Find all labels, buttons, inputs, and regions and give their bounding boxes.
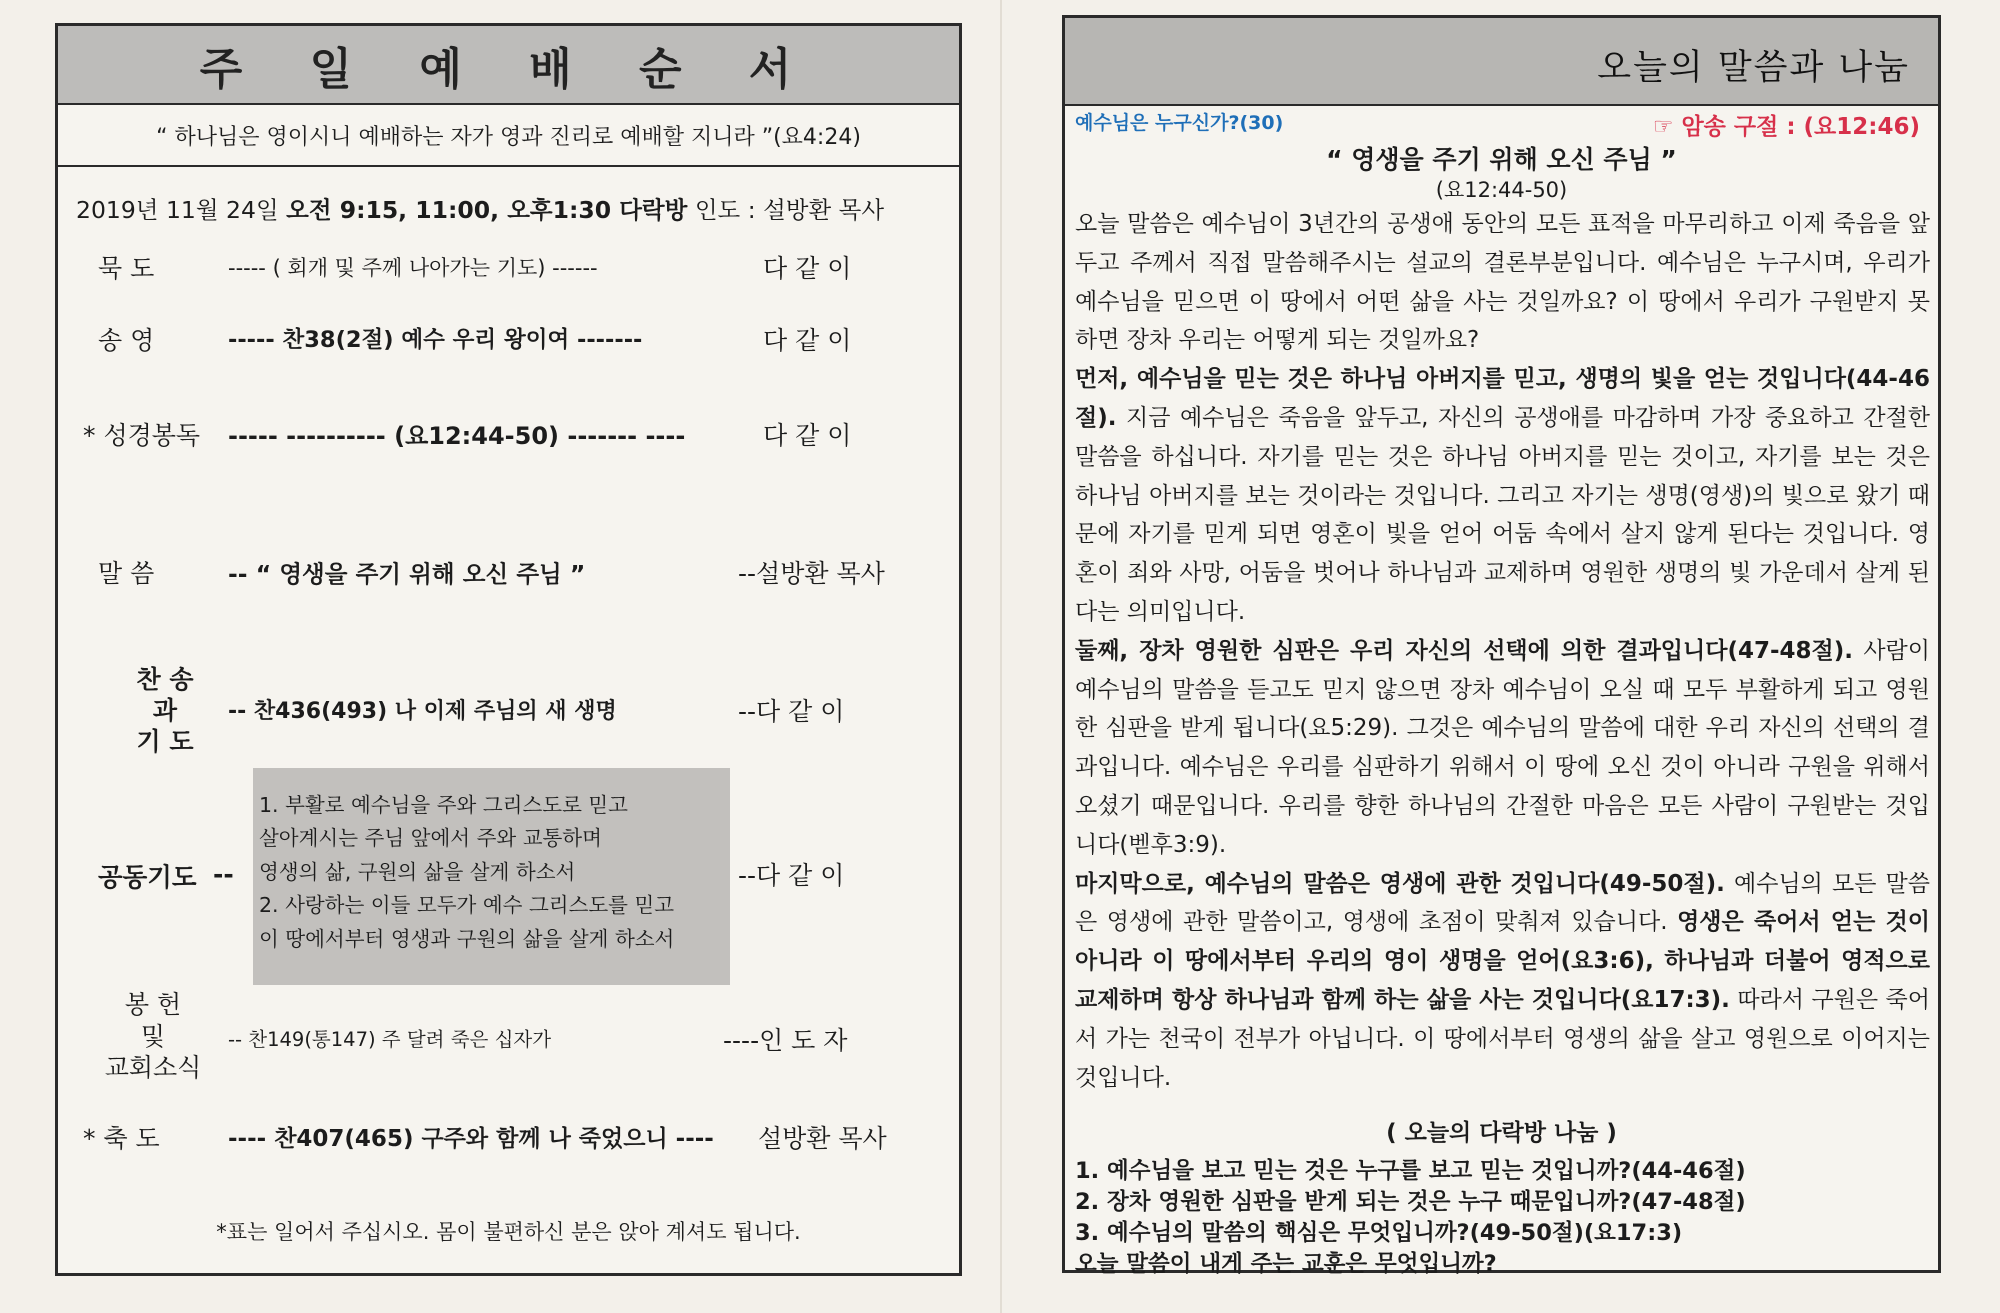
order-label: 봉 헌: [124, 990, 182, 1019]
memory-verse: ☞ 암송 구절 : (요12:46): [1652, 114, 1920, 140]
sermon-emphasis: 먼저, 예수님을 믿는 것은 하나님 아버지를 믿고, 생명의 빛을 얻는 것입니다(44-46절).: [1075, 366, 1930, 431]
footnote: *표는 일어서 주십시오. 몸이 불편하신 분은 앉아 계셔도 됩니다.: [216, 1220, 801, 1244]
order-label: 공동기도: [98, 863, 197, 893]
worship-order-panel: [55, 23, 962, 1276]
order-respondent: ----인 도 자: [723, 1026, 848, 1055]
order-item: [83, 416, 200, 452]
order-content: ----- ---------- (요12:44-50) ------- ----: [228, 422, 686, 450]
prayer-line: 이 땅에서부터 영생과 구원의 삶을 살게 하소서: [259, 927, 675, 951]
sermon-text: 예수님의 모든 말씀은 영생에 관한 말씀이고, 영생에 초점이 맞춰져 있습니다.: [1075, 870, 1930, 936]
order-content: ----- 찬38(2절) 예수 우리 왕이여 -------: [228, 327, 643, 353]
sermon-body: [1075, 205, 1930, 1097]
order-content: -- 찬436(493) 나 이제 주님의 새 생명: [228, 699, 617, 724]
common-prayer-box: [253, 768, 730, 985]
order-item: [98, 554, 154, 590]
todays-word-header: [1065, 18, 1938, 106]
order-content: ---- 찬407(465) 구주와 함께 나 죽었으니 ----: [228, 1126, 714, 1152]
discussion-question: 3. 예수님의 말씀의 핵심은 무엇입니까?(49-50절)(요17:3): [1075, 1220, 1683, 1246]
order-item: [83, 1119, 160, 1155]
page-fold: [1000, 0, 1002, 1313]
discussion-question: 2. 장차 영원한 심판을 받게 되는 것은 누구 때문입니까?(47-48절): [1075, 1189, 1746, 1215]
service-leader: 인도 : 설방환 목사: [694, 196, 885, 224]
sermon-title: “ 영생을 주기 위해 오신 주님 ”: [1326, 145, 1677, 174]
order-label: 과: [152, 696, 178, 725]
sermon-emphasis: 마지막으로, 예수님의 말씀은 영생에 관한 것입니다(49-50절).: [1075, 870, 1725, 897]
order-item: [98, 249, 154, 285]
series-label: 예수님은 누구신가?(30): [1075, 112, 1284, 134]
order-item: [120, 664, 210, 757]
order-label: 묵 도: [98, 254, 155, 283]
sermon-text: 사람이 예수님의 말씀을 듣고도 믿지 않으면 장차 예수님이 오실 때 모두 부활하게 되고 영원한 심판을 받게 됩니다(요5:29). 그것은 예수님의 말씀에 대한 우리 자신의 선택의 결과입니다. 예수님은 우리를 심판하기 위해서 이 땅에 오신 것이 아니라 구원을 위해서 오셨기 때문입니다. 우리를 향한 하나님의 간절한 마음은 모든 사람이 구원받는 것입니다(벧후3:9).: [1075, 637, 1930, 858]
sermon-emphasis: 둘째, 장차 영원한 심판은 우리 자신의 선택에 의한 결과입니다(47-48절).: [1075, 637, 1853, 664]
service-times: 오전 9:15, 11:00, 오후1:30 다락방: [286, 196, 688, 224]
order-respondent: 설방환 목사: [758, 1124, 887, 1153]
order-content: -- 찬149(통147) 주 달려 죽은 십자가: [228, 1028, 552, 1051]
order-label: 송 영: [98, 326, 155, 355]
sermon-text: 지금 예수님은 죽음을 앞두고, 자신의 공생애를 마감하며 가장 중요하고 간절한 말씀을 하십니다. 자기를 믿는 것은 하나님 아버지를 믿는 것이고, 자기를 보는 것은 하나님 아버지를 보는 것이라는 것입니다. 그리고 자기는 생명(영생)의 빛으로 왔기 때문에 자기를 믿게 되면 영혼이 빛을 얻어 어둠 속에서 살지 않게 된다는 것입니다. 영혼이 죄와 사망, 어둠을 벗어나 하나님과 교제하며 영원한 생명의 빛 가운데서 살게 된다는 의미입니다.: [1075, 404, 1930, 625]
discussion-question: 오늘 말씀이 내게 주는 교훈은 무엇입니까?: [1075, 1251, 1497, 1277]
order-respondent: --다 같 이: [738, 697, 845, 726]
sermon-paragraph: [1075, 360, 1930, 632]
order-respondent: 다 같 이: [763, 326, 852, 355]
sermon-paragraph: [1075, 865, 1930, 1098]
sermon-reference: (요12:44-50): [1435, 178, 1568, 202]
sermon-emphasis: 영생은 죽어서 얻는 것이 아니라 이 땅에서부터 우리의 영이 생명을 얻어(요3:6), 하나님과 더불어 영적으로 교제하며 항상 하나님과 함께 하는 삶을 사는 것입니다(요17:3).: [1075, 909, 1931, 1013]
motto-verse: “ 하나님은 영이시니 예배하는 자가 영과 진리로 예배할 지니라 ”(요4:24): [58, 105, 959, 167]
order-content: -- “ 영생을 주기 위해 오신 주님 ”: [228, 560, 586, 588]
prayer-line: 살아계시는 주님 앞에서 주와 교통하며: [259, 826, 602, 850]
prayer-line: 2. 사랑하는 이들 모두가 예수 그리스도를 믿고: [259, 893, 675, 917]
order-respondent: --설방환 목사: [738, 559, 885, 588]
order-label: 교회소식: [104, 1053, 202, 1082]
order-item: [98, 321, 154, 357]
prayer-line: 영생의 삶, 구원의 삶을 살게 하소서: [259, 860, 576, 884]
order-item: [98, 858, 197, 894]
discussion-question: 1. 예수님을 보고 믿는 것은 누구를 보고 믿는 것입니까?(44-46절): [1075, 1158, 1746, 1184]
todays-word-title: 오늘의 말씀과 나눔: [1597, 48, 1910, 88]
sermon-paragraph: [1075, 632, 1930, 865]
discussion-title: ( 오늘의 다락방 나눔 ): [1386, 1120, 1617, 1146]
service-info: [76, 191, 884, 225]
sermon-text: 따라서 구원은 죽어서 가는 천국이 전부가 아닙니다. 이 땅에서부터 영생의 삶을 살고 영원으로 이어지는 것입니다.: [1075, 986, 1930, 1091]
order-respondent: --다 같 이: [738, 861, 845, 890]
order-respondent: 다 같 이: [763, 254, 852, 283]
sermon-text: 오늘 말씀은 예수님이 3년간의 공생애 동안의 모든 표적을 마무리하고 이제 죽음을 앞두고 주께서 직접 말씀해주시는 설교의 결론부분입니다. 예수님은 누구시며, 우리가 예수님을 믿으면 이 땅에서 어떤 삶을 사는 것일까요? 이 땅에서 우리가 구원받지 못하면 장차 우리는 어떻게 되는 것일까요?: [1075, 211, 1930, 354]
worship-order-header: [58, 26, 959, 105]
order-content: --: [213, 860, 234, 889]
prayer-line: 1. 부활로 예수님을 주와 그리스도로 믿고: [259, 793, 628, 817]
todays-word-panel: [1062, 15, 1941, 1277]
order-label: * 성경봉독: [83, 421, 201, 450]
order-respondent: 다 같 이: [763, 421, 852, 450]
order-label: 찬 송: [136, 665, 194, 694]
service-date: 2019년 11월 24일: [76, 196, 279, 224]
order-label: * 축 도: [83, 1124, 160, 1153]
order-label: 말 씀: [98, 559, 155, 588]
order-item: [98, 989, 208, 1084]
order-label: 기 도: [136, 727, 194, 756]
order-label: 및: [140, 1021, 166, 1051]
order-content: ----- ( 회개 및 주께 나아가는 기도) ------: [228, 256, 598, 280]
worship-order-title: 주 일 예 배 순 서: [199, 43, 818, 95]
sermon-paragraph: [1075, 205, 1930, 360]
